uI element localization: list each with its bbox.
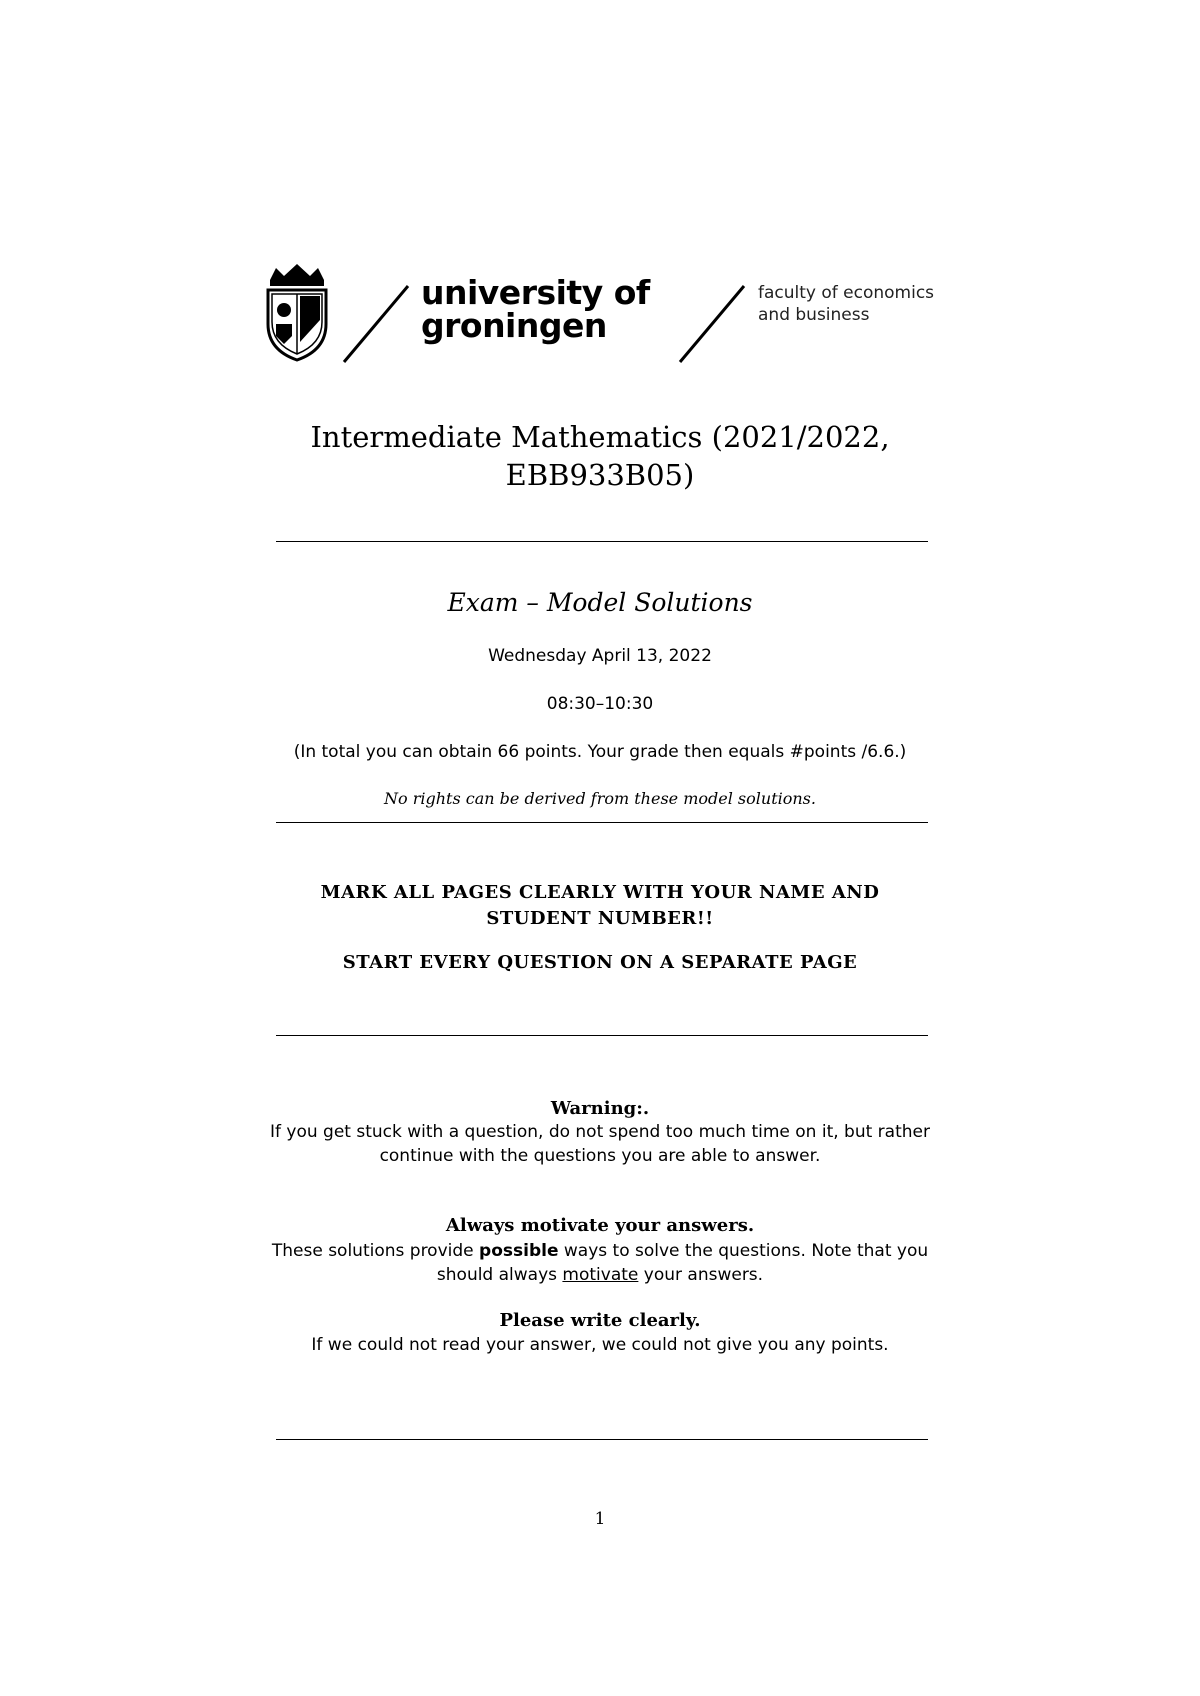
logo-divider-slash (676, 284, 748, 364)
rights-note: No rights can be derived from these model solutions. (384, 789, 816, 808)
divider-rule (276, 541, 928, 542)
motivate-text-part: These solutions provide (271, 1241, 480, 1261)
motivate-text (0, 1239, 1200, 1287)
university-name-line2: groningen (421, 306, 607, 345)
exam-time: 08:30–10:30 (546, 694, 654, 714)
points-note: (In total you can obtain 66 points. Your grade then equals #points /6.6.) (293, 742, 907, 762)
logo-divider-slash (340, 284, 412, 364)
motivate-text-part: should always (436, 1265, 563, 1285)
faculty-name-line1: faculty of economics (758, 283, 935, 303)
divider-rule (276, 1035, 928, 1036)
motivate-heading: Always motivate your answers. (445, 1215, 755, 1236)
warning-text (0, 1120, 1200, 1168)
motivate-text-line1 (0, 1239, 1200, 1263)
faculty-name-line2: and business (758, 305, 870, 325)
course-title-line1: Intermediate Mathematics (2021/2022, (310, 420, 890, 454)
write-clearly-heading: Please write clearly. (499, 1310, 701, 1331)
exam-subtitle: Exam – Model Solutions (447, 588, 753, 617)
warning-heading: Warning:. (550, 1098, 650, 1119)
motivate-underlined: motivate (562, 1265, 639, 1285)
university-crest-logo (262, 262, 332, 362)
motivate-text-part: your answers. (638, 1265, 764, 1285)
start-question-instruction: START EVERY QUESTION ON A SEPARATE PAGE (342, 952, 858, 973)
motivate-emphasis: possible (479, 1241, 559, 1261)
mark-pages-instruction (0, 880, 1200, 932)
divider-rule (276, 822, 928, 823)
university-name-line1: university of (421, 273, 650, 312)
course-title-line2: EBB933B05) (505, 458, 695, 492)
write-clearly-text: If we could not read your answer, we could not give you any points. (311, 1335, 889, 1355)
exam-date: Wednesday April 13, 2022 (488, 646, 712, 666)
divider-rule (276, 1439, 928, 1440)
page-number: 1 (594, 1509, 606, 1529)
warning-text-line2: continue with the questions you are able to answer. (379, 1146, 821, 1166)
warning-text-line1: If you get stuck with a question, do not spend too much time on it, but rather (270, 1122, 930, 1142)
mark-instruction-line2: STUDENT NUMBER!! (486, 908, 714, 929)
mark-instruction-line1: MARK ALL PAGES CLEARLY WITH YOUR NAME AND (320, 882, 880, 903)
motivate-text-part: ways to solve the questions. Note that you (558, 1241, 929, 1261)
course-title (0, 418, 1200, 494)
motivate-text-line2 (0, 1263, 1200, 1287)
